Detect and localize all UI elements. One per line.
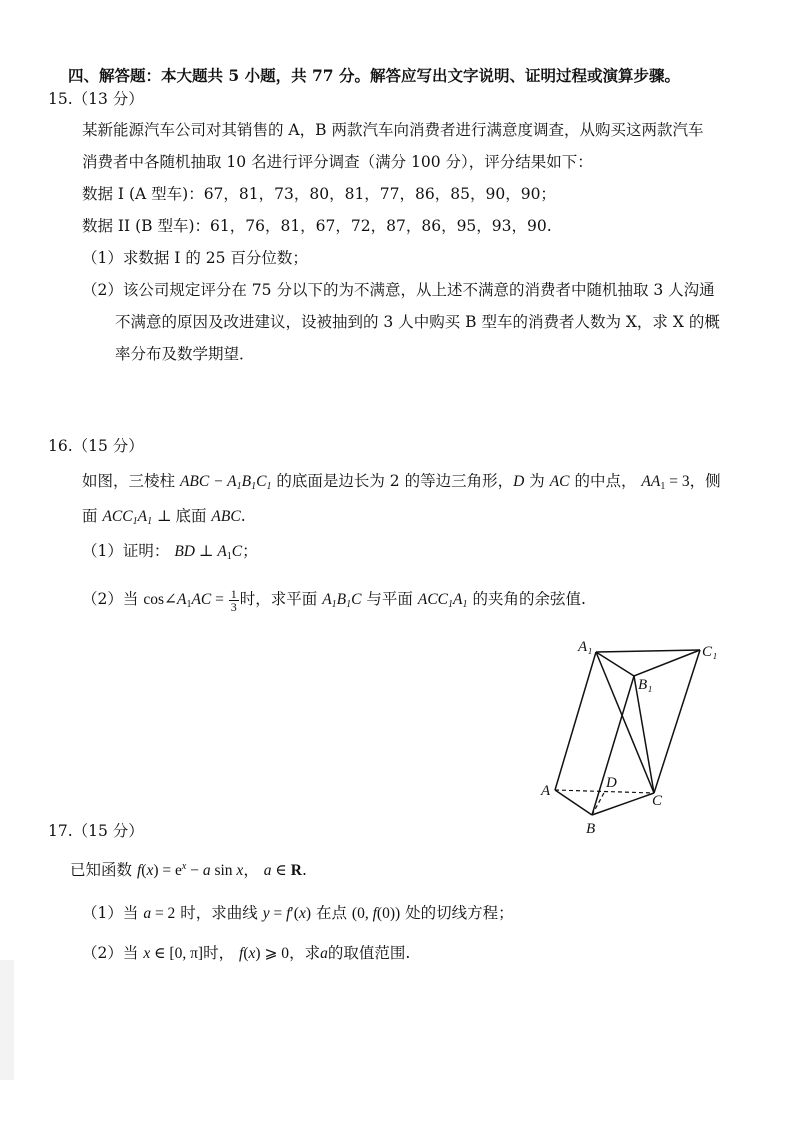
q17-stem	[70, 860, 307, 881]
q15-number: 15.（13 分）	[48, 90, 144, 108]
q17-text: 在点	[315, 904, 347, 922]
q16-text: （2）当	[82, 590, 139, 609]
edge-b1b	[592, 676, 634, 815]
q16-cos-condition: $\cos\angle A_1AC$ = $\frac{1}{3}$	[143, 587, 237, 614]
edge-c1c	[654, 650, 700, 793]
q16-text: 为	[529, 472, 545, 490]
q17-text: 处的切线方程；	[405, 904, 514, 922]
q16-bd-perp-a1c: BD ⊥ $A_1C$	[174, 543, 243, 562]
q16-face-acc1a1: $ACC_1A_1$	[102, 508, 153, 527]
q16-face-abc: ABC	[211, 508, 241, 525]
q17-curve-eq: y = f′(x)	[262, 905, 312, 922]
q16-perp-symbol: ⊥	[157, 508, 176, 525]
q16-fraction-den: 3	[230, 600, 237, 614]
q17-x-interval: x ∈ [0, π]	[143, 945, 204, 962]
q15-intro-line1: 某新能源汽车公司对其销售的 A，B 两款汽车向消费者进行满意度调查，从购买这两款汽车	[82, 121, 704, 139]
edge-ab	[555, 790, 592, 815]
q16-fraction-num: 1	[230, 587, 237, 601]
section-header: 四、解答题：本大题共 5 小题，共 77 分。解答应写出文字说明、证明过程或演算步骤。	[68, 66, 680, 85]
edge-b1c1	[634, 650, 700, 676]
q17-number: 17.（15 分）	[48, 822, 144, 840]
q16-prism-name: ABC − $A_1B_1C_1$	[179, 473, 272, 492]
q15-part2-line2: 不满意的原因及改进建议，设被抽到的 3 人中购买 B 型车的消费者人数为 X，求 X 的概	[115, 313, 720, 331]
q16-plane-acc1a1: $ACC_1A_1$	[417, 591, 468, 611]
q16-text: 的底面是边长为 2 的等边三角形，	[276, 472, 514, 490]
page-edge-shadow	[0, 960, 14, 1080]
q17-a-domain: a ∈ R	[263, 862, 302, 879]
edge-ac-hidden	[555, 790, 654, 793]
q16-point-d: D	[513, 473, 525, 490]
q16-segment-ac: AC	[549, 473, 570, 490]
q16-text: 时，求平面	[239, 590, 318, 609]
q15-part2-line1: （2）该公司规定评分在 75 分以下的为不满意，从上述不满意的消费者中随机抽取 3 人沟通	[82, 281, 715, 299]
q16-stem-line2	[82, 506, 246, 527]
q17-point: (0, f(0))	[351, 905, 401, 922]
edge-a1c1	[596, 650, 700, 652]
q17-text: 时，求曲线	[180, 904, 258, 922]
q17-text: .	[301, 861, 307, 879]
prism-figure	[530, 632, 718, 842]
q17-function-def: $f(x) = e^x - a$ sin x	[136, 861, 244, 879]
q16-part2	[82, 588, 586, 613]
q16-text: 面	[82, 507, 98, 525]
q15-part2-line3: 率分布及数学期望．	[115, 345, 255, 363]
q17-inequality: f(x) ⩾ 0	[239, 945, 290, 962]
label-b1: B₁	[638, 677, 653, 693]
q17-var-a: a	[320, 945, 328, 962]
label-a1: A₁	[578, 639, 593, 655]
q16-aa1-eq: $AA_1 = 3$	[641, 473, 690, 492]
q16-plane-a1b1c: $A_1B_1C$	[322, 591, 362, 611]
q17-text: 的取值范围.	[327, 944, 411, 962]
q17-text: （2）当	[82, 944, 139, 962]
q17-a-eq-2: a = 2	[143, 905, 176, 922]
label-c1: C₁	[702, 644, 718, 660]
q16-text: （1）证明：	[82, 542, 170, 560]
q16-text: ，侧	[689, 472, 721, 490]
q16-text: .	[240, 507, 246, 525]
q17-text: 时，	[203, 944, 235, 962]
label-a: A	[541, 783, 551, 799]
q16-text: ；	[242, 542, 258, 560]
q16-text: 的夹角的余弦值.	[472, 590, 586, 609]
q17-part1	[82, 903, 514, 924]
q15-data-a: 数据 I (A 型车)：67，81，73，80，81，77，86，85，90，90；	[82, 185, 556, 203]
edge-bc	[592, 793, 654, 815]
q16-text: 与平面	[366, 590, 413, 609]
q16-text: 的中点，	[574, 472, 637, 490]
q16-number: 16.（15 分）	[48, 437, 144, 455]
q15-intro-line2: 消费者中各随机抽取 10 名进行评分调查（满分 100 分），评分结果如下：	[82, 153, 593, 171]
q16-stem-line1	[82, 471, 721, 492]
q16-text: 底面	[175, 507, 207, 525]
q16-text: 如图，三棱柱	[82, 472, 176, 490]
label-b: B	[586, 821, 596, 837]
label-d: D	[606, 775, 617, 791]
q15-data-b: 数据 II (B 型车)：61，76，81，67，72，87，86，95，93，90.	[82, 217, 552, 235]
q17-text: ，	[243, 861, 259, 879]
q16-part1	[82, 541, 258, 562]
edge-a1a	[555, 652, 596, 790]
q17-text: 已知函数	[70, 861, 133, 879]
q15-part1: （1）求数据 I 的 25 百分位数；	[82, 249, 308, 267]
q16-fraction	[229, 588, 239, 613]
q17-text: ，求	[289, 944, 321, 962]
segment-b1c	[634, 676, 654, 793]
q17-text: （1）当	[82, 904, 139, 922]
label-c: C	[652, 793, 663, 809]
q17-part2	[82, 943, 410, 964]
